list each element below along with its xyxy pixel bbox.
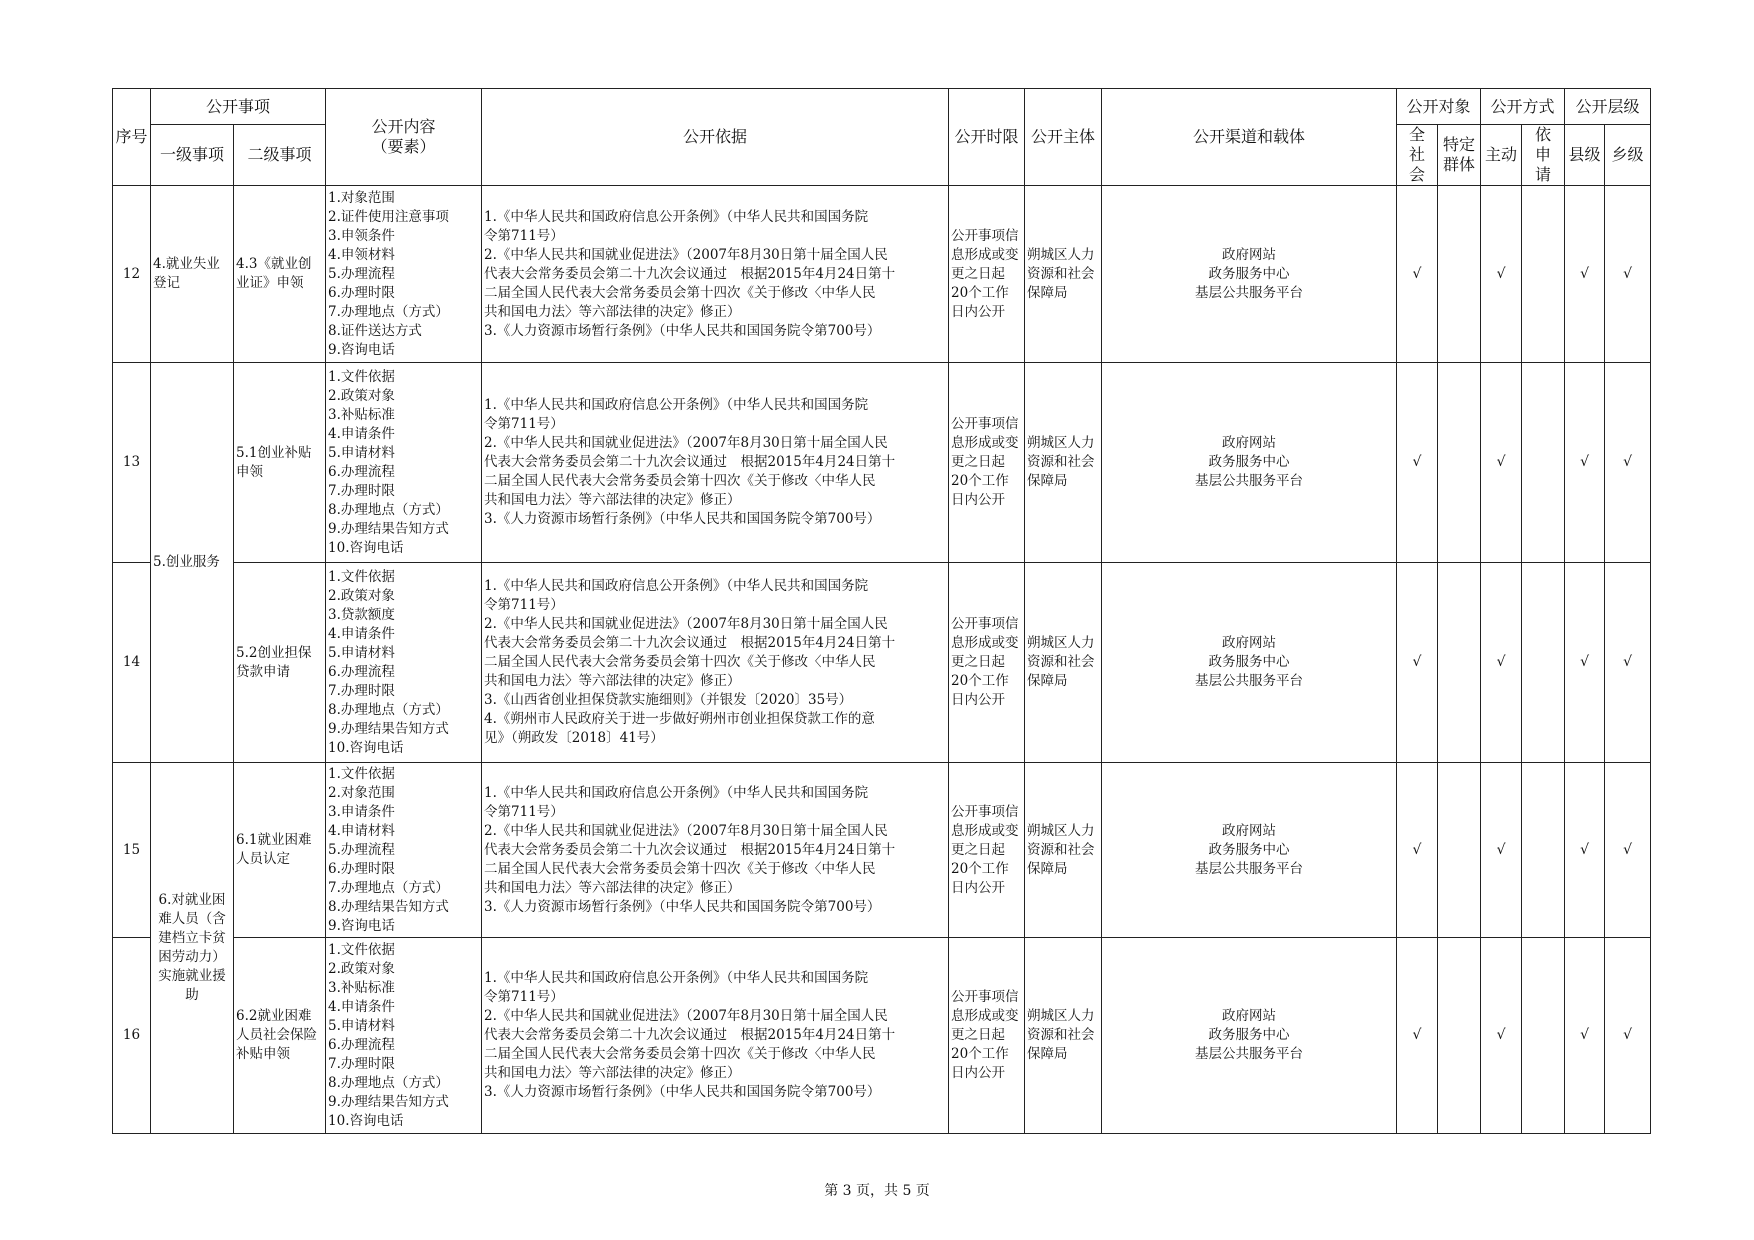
content-item: 6.办理流程 — [328, 1036, 395, 1053]
content-item: 3.贷款额度 — [328, 606, 395, 623]
basis-line: 2.《中华人民共和国就业促进法》（2007年8月30日第十届全国人民 — [484, 616, 888, 632]
basis-line: 令第711号） — [484, 989, 564, 1005]
basis-line: 见》（朔政发〔2018〕41号） — [484, 730, 664, 746]
subject: 朔城区人力资源和社会保障局 — [1025, 938, 1102, 1134]
basis-line: 代表大会常务委员会第二十九次会议通过 根据2015年4月24日第十 — [484, 841, 896, 858]
subject: 朔城区人力资源和社会保障局 — [1025, 763, 1102, 938]
content-item: 8.办理地点（方式） — [328, 701, 449, 718]
channel-item: 政府网站 — [1222, 822, 1277, 839]
content-item: 5.办理流程 — [328, 265, 395, 282]
content-item: 7.办理地点（方式） — [328, 303, 449, 320]
content-item: 6.办理时限 — [328, 284, 395, 301]
basis-line: 1.《中华人民共和国政府信息公开条例》（中华人民共和国国务院 — [484, 784, 869, 801]
method-apply-check — [1522, 938, 1565, 1134]
content-item: 5.申请材料 — [328, 444, 395, 461]
basis-line: 令第711号） — [484, 416, 564, 432]
content-item: 3.申请条件 — [328, 803, 395, 820]
level2-item: 5.2创业担保贷款申请 — [234, 563, 326, 763]
content-item: 2.政策对象 — [328, 387, 395, 404]
header-method-group: 公开方式 — [1481, 89, 1565, 125]
method-apply-check — [1522, 363, 1565, 563]
basis-list — [482, 363, 949, 563]
header-time-limit: 公开时限 — [949, 89, 1025, 186]
basis-list — [482, 763, 949, 938]
target-specific-check — [1438, 938, 1481, 1134]
level1-item: 4.就业失业登记 — [151, 186, 234, 363]
header-subject: 公开主体 — [1025, 89, 1102, 186]
basis-line: 2.《中华人民共和国就业促进法》（2007年8月30日第十届全国人民 — [484, 246, 888, 263]
content-item: 9.办理结果告知方式 — [328, 720, 449, 737]
level-town-check: √ — [1605, 938, 1651, 1134]
method-apply-check — [1522, 563, 1565, 763]
content-item: 4.申请条件 — [328, 998, 395, 1015]
level-town-check: √ — [1605, 363, 1651, 563]
channel-list — [1102, 363, 1397, 563]
content-item: 3.申领条件 — [328, 227, 395, 244]
basis-line: 代表大会常务委员会第二十九次会议通过 根据2015年4月24日第十 — [484, 265, 896, 282]
basis-line: 1.《中华人民共和国政府信息公开条例》（中华人民共和国国务院 — [484, 208, 869, 225]
target-specific-check — [1438, 563, 1481, 763]
content-item: 3.补贴标准 — [328, 979, 395, 996]
channel-item: 基层公共服务平台 — [1195, 1046, 1304, 1062]
basis-line: 共和国电力法〉等六部法律的决定》修正） — [484, 673, 741, 689]
content-item: 7.办理时限 — [328, 482, 395, 499]
level-town-check: √ — [1605, 186, 1651, 363]
header-target-all: 全社会 — [1397, 125, 1438, 186]
basis-line: 2.《中华人民共和国就业促进法》（2007年8月30日第十届全国人民 — [484, 1008, 888, 1024]
page-footer: 第 3 页，共 5 页 — [824, 1183, 930, 1199]
channel-item: 政务服务中心 — [1208, 1027, 1290, 1043]
content-list — [326, 763, 482, 938]
header-basis: 公开依据 — [482, 89, 949, 186]
basis-line: 3.《人力资源市场暂行条例》（中华人民共和国国务院令第700号） — [484, 511, 881, 527]
header-level-group: 公开层级 — [1565, 89, 1651, 125]
header-seq: 序号 — [113, 89, 151, 186]
level-county-check: √ — [1565, 763, 1605, 938]
header-method-apply: 依申请 — [1522, 125, 1565, 186]
time-limit: 公开事项信息形成或变更之日起20个工作日内公开 — [949, 563, 1025, 763]
content-item: 5.办理流程 — [328, 841, 395, 858]
content-item: 2.政策对象 — [328, 960, 395, 977]
channel-list — [1102, 763, 1397, 938]
content-item: 7.办理时限 — [328, 682, 395, 699]
content-item: 1.文件依据 — [328, 765, 395, 782]
time-limit: 公开事项信息形成或变更之日起20个工作日内公开 — [949, 363, 1025, 563]
content-item: 1.文件依据 — [328, 368, 395, 385]
method-apply-check — [1522, 186, 1565, 363]
basis-line: 1.《中华人民共和国政府信息公开条例》（中华人民共和国国务院 — [484, 397, 869, 413]
content-item: 10.咨询电话 — [328, 539, 404, 556]
header-content-line1: 公开内容 — [371, 117, 436, 136]
level2-item: 6.2就业困难人员社会保险补贴申领 — [234, 938, 326, 1134]
basis-line: 共和国电力法〉等六部法律的决定》修正） — [484, 1065, 741, 1081]
content-item: 2.证件使用注意事项 — [328, 208, 449, 225]
target-all-check: √ — [1397, 763, 1438, 938]
subject: 朔城区人力资源和社会保障局 — [1025, 363, 1102, 563]
subject: 朔城区人力资源和社会保障局 — [1025, 563, 1102, 763]
table-row — [113, 938, 1651, 1134]
table-row — [113, 186, 1651, 363]
basis-line: 令第711号） — [484, 803, 564, 820]
channel-item: 政府网站 — [1222, 246, 1277, 263]
basis-line: 二届全国人民代表大会常务委员会第十四次《关于修改〈中华人民 — [484, 1046, 876, 1062]
target-specific-check — [1438, 763, 1481, 938]
basis-line: 二届全国人民代表大会常务委员会第十四次《关于修改〈中华人民 — [484, 654, 876, 670]
header-content — [326, 89, 482, 186]
method-active-check: √ — [1481, 763, 1522, 938]
channel-item: 政府网站 — [1222, 635, 1277, 651]
basis-list — [482, 186, 949, 363]
content-item: 5.申请材料 — [328, 1017, 395, 1034]
row-seq: 16 — [113, 938, 151, 1134]
level2-item: 4.3《就业创业证》申领 — [234, 186, 326, 363]
method-active-check: √ — [1481, 186, 1522, 363]
target-all-check: √ — [1397, 938, 1438, 1134]
table-row — [113, 563, 1651, 763]
content-item: 8.办理结果告知方式 — [328, 898, 449, 915]
target-all-check: √ — [1397, 563, 1438, 763]
content-item: 8.证件送达方式 — [328, 322, 422, 339]
basis-line: 令第711号） — [484, 227, 564, 244]
content-list — [326, 938, 482, 1134]
channel-item: 政府网站 — [1222, 435, 1277, 451]
basis-line: 共和国电力法〉等六部法律的决定》修正） — [484, 879, 741, 896]
header-items-group: 公开事项 — [151, 89, 326, 125]
level-county-check: √ — [1565, 938, 1605, 1134]
basis-line: 代表大会常务委员会第二十九次会议通过 根据2015年4月24日第十 — [484, 1027, 896, 1043]
basis-line: 2.《中华人民共和国就业促进法》（2007年8月30日第十届全国人民 — [484, 435, 888, 451]
basis-line: 1.《中华人民共和国政府信息公开条例》（中华人民共和国国务院 — [484, 970, 869, 986]
basis-line: 1.《中华人民共和国政府信息公开条例》（中华人民共和国国务院 — [484, 578, 869, 594]
channel-item: 基层公共服务平台 — [1195, 473, 1304, 489]
basis-line: 3.《人力资源市场暂行条例》（中华人民共和国国务院令第700号） — [484, 322, 881, 339]
content-item: 4.申领材料 — [328, 246, 395, 263]
content-item: 5.申请材料 — [328, 644, 395, 661]
channel-item: 政务服务中心 — [1208, 654, 1290, 670]
header-channel: 公开渠道和载体 — [1102, 89, 1397, 186]
target-specific-check — [1438, 363, 1481, 563]
content-item: 9.咨询电话 — [328, 917, 395, 934]
header-level-county: 县级 — [1565, 125, 1605, 186]
basis-line: 2.《中华人民共和国就业促进法》（2007年8月30日第十届全国人民 — [484, 822, 888, 839]
header-target-specific: 特定群体 — [1438, 125, 1481, 186]
content-item: 6.办理流程 — [328, 663, 395, 680]
method-apply-check — [1522, 763, 1565, 938]
content-item: 1.文件依据 — [328, 941, 395, 958]
basis-line: 令第711号） — [484, 597, 564, 613]
basis-line: 4.《朔州市人民政府关于进一步做好朔州市创业担保贷款工作的意 — [484, 711, 875, 727]
content-item: 2.政策对象 — [328, 587, 395, 604]
channel-item: 政务服务中心 — [1208, 454, 1290, 470]
basis-line: 3.《山西省创业担保贷款实施细则》（并银发〔2020〕35号） — [484, 692, 853, 708]
content-item: 4.申请条件 — [328, 625, 395, 642]
time-limit: 公开事项信息形成或变更之日起20个工作日内公开 — [949, 763, 1025, 938]
target-specific-check — [1438, 186, 1481, 363]
header-level-town: 乡级 — [1605, 125, 1651, 186]
header-target-group: 公开对象 — [1397, 89, 1481, 125]
basis-line: 共和国电力法〉等六部法律的决定》修正） — [484, 492, 741, 508]
target-all-check: √ — [1397, 363, 1438, 563]
level1-item: 6.对就业困难人员（含建档立卡贫困劳动力）实施就业援助 — [151, 763, 234, 1134]
basis-line: 二届全国人民代表大会常务委员会第十四次《关于修改〈中华人民 — [484, 860, 876, 877]
channel-item: 政府网站 — [1222, 1008, 1277, 1024]
time-limit: 公开事项信息形成或变更之日起20个工作日内公开 — [949, 186, 1025, 363]
row-seq: 15 — [113, 763, 151, 938]
row-seq: 13 — [113, 363, 151, 563]
content-item: 6.办理时限 — [328, 860, 395, 877]
content-item: 4.申请材料 — [328, 822, 395, 839]
channel-item: 基层公共服务平台 — [1195, 673, 1304, 689]
channel-item: 政务服务中心 — [1208, 265, 1290, 282]
content-item: 3.补贴标准 — [328, 406, 395, 423]
channel-list — [1102, 186, 1397, 363]
content-item: 9.咨询电话 — [328, 341, 395, 358]
header-level1: 一级事项 — [151, 125, 234, 186]
header-method-active: 主动 — [1481, 125, 1522, 186]
content-item: 4.申请条件 — [328, 425, 395, 442]
table-row — [113, 363, 1651, 563]
basis-line: 3.《人力资源市场暂行条例》（中华人民共和国国务院令第700号） — [484, 1084, 881, 1100]
table-row — [113, 763, 1651, 938]
level-county-check: √ — [1565, 186, 1605, 363]
basis-list — [482, 938, 949, 1134]
method-active-check: √ — [1481, 563, 1522, 763]
basis-line: 二届全国人民代表大会常务委员会第十四次《关于修改〈中华人民 — [484, 473, 876, 489]
content-item: 8.办理地点（方式） — [328, 501, 449, 518]
content-item: 6.办理流程 — [328, 463, 395, 480]
row-seq: 14 — [113, 563, 151, 763]
content-list — [326, 186, 482, 363]
content-item: 1.对象范围 — [328, 189, 395, 206]
method-active-check: √ — [1481, 363, 1522, 563]
basis-line: 代表大会常务委员会第二十九次会议通过 根据2015年4月24日第十 — [484, 635, 896, 651]
content-item: 9.办理结果告知方式 — [328, 520, 449, 537]
basis-list — [482, 563, 949, 763]
level-town-check: √ — [1605, 763, 1651, 938]
content-item: 10.咨询电话 — [328, 1112, 404, 1129]
time-limit: 公开事项信息形成或变更之日起20个工作日内公开 — [949, 938, 1025, 1134]
row-seq: 12 — [113, 186, 151, 363]
channel-item: 基层公共服务平台 — [1195, 860, 1304, 877]
channel-item: 基层公共服务平台 — [1195, 284, 1304, 301]
level-county-check: √ — [1565, 563, 1605, 763]
disclosure-table — [112, 88, 1651, 1134]
content-list — [326, 363, 482, 563]
content-item: 7.办理地点（方式） — [328, 879, 449, 896]
basis-line: 代表大会常务委员会第二十九次会议通过 根据2015年4月24日第十 — [484, 454, 896, 470]
basis-line: 二届全国人民代表大会常务委员会第十四次《关于修改〈中华人民 — [484, 284, 876, 301]
basis-line: 3.《人力资源市场暂行条例》（中华人民共和国国务院令第700号） — [484, 898, 881, 915]
channel-list — [1102, 938, 1397, 1134]
content-item: 7.办理时限 — [328, 1055, 395, 1072]
level1-item: 5.创业服务 — [151, 363, 234, 763]
channel-item: 政务服务中心 — [1208, 841, 1290, 858]
content-item: 1.文件依据 — [328, 568, 395, 585]
content-item: 2.对象范围 — [328, 784, 395, 801]
content-item: 8.办理地点（方式） — [328, 1074, 449, 1091]
level2-item: 6.1就业困难人员认定 — [234, 763, 326, 938]
subject: 朔城区人力资源和社会保障局 — [1025, 186, 1102, 363]
target-all-check: √ — [1397, 186, 1438, 363]
basis-line: 共和国电力法〉等六部法律的决定》修正） — [484, 303, 741, 320]
method-active-check: √ — [1481, 938, 1522, 1134]
level2-item: 5.1创业补贴申领 — [234, 363, 326, 563]
content-item: 9.办理结果告知方式 — [328, 1093, 449, 1110]
channel-list — [1102, 563, 1397, 763]
content-item: 10.咨询电话 — [328, 739, 404, 756]
header-content-line2: （要素） — [371, 137, 436, 156]
content-list — [326, 563, 482, 763]
level-town-check: √ — [1605, 563, 1651, 763]
level-county-check: √ — [1565, 363, 1605, 563]
header-level2: 二级事项 — [234, 125, 326, 186]
